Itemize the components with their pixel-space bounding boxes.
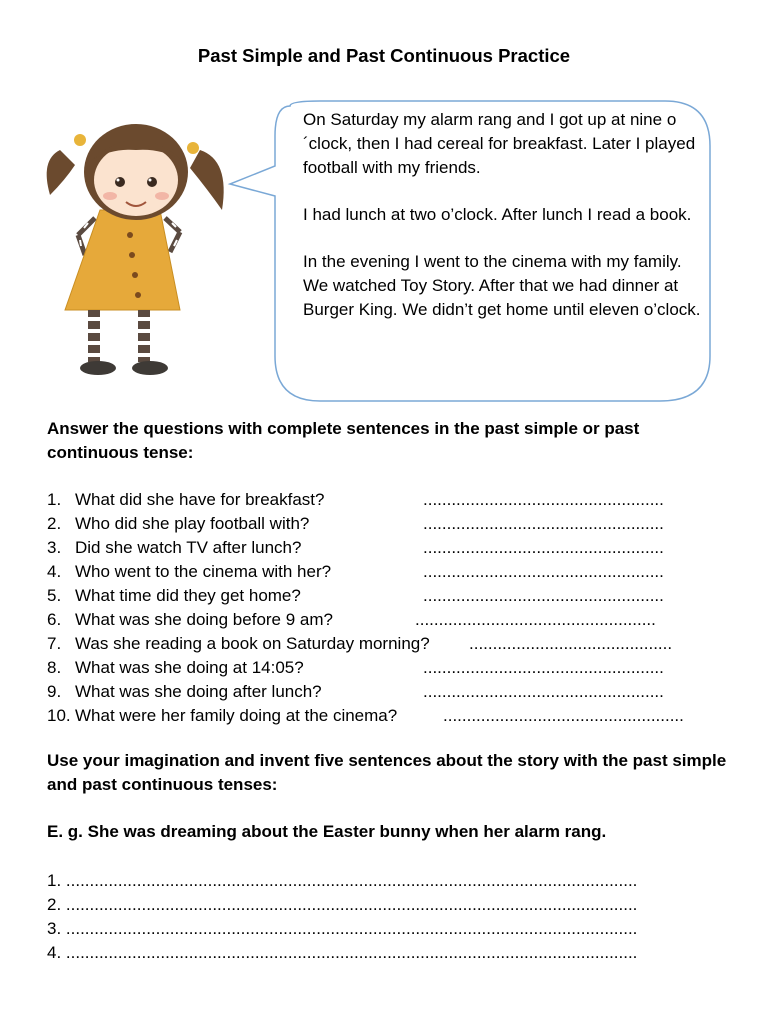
question-text: Was she reading a book on Saturday morning?: [75, 634, 430, 653]
example-sentence: E. g. She was dreaming about the Easter bunny when her alarm rang.: [47, 822, 607, 841]
answer-line[interactable]: ...................................................: [423, 514, 664, 533]
story-paragraph: In the evening I went to the cinema with my family. We watched Toy Story. After that we had dinner at Burger King. We didn’t get home until eleven o’clock.: [303, 252, 701, 319]
worksheet-title: Past Simple and Past Continuous Practice: [197, 45, 571, 66]
sentence-line[interactable]: 4. .........................................................................................................................: [47, 943, 638, 962]
question-number: 4.: [47, 562, 62, 581]
question-item: [47, 656, 727, 680]
story-paragraph: On Saturday my alarm rang and I got up at nine o´clock, then I had cereal for breakfast. Later I played football with my friends.: [303, 110, 696, 177]
answer-line[interactable]: ...................................................: [423, 562, 664, 581]
question-number: 8.: [47, 658, 62, 677]
question-text: What time did they get home?: [75, 586, 301, 605]
answer-line[interactable]: ...................................................: [423, 538, 664, 557]
question-item: [47, 512, 727, 536]
question-number: 2.: [47, 514, 62, 533]
question-number: 1.: [47, 490, 62, 509]
question-number: 10.: [47, 706, 71, 725]
question-list: [47, 488, 727, 728]
story-text: [303, 108, 703, 345]
question-text: What was she doing at 14:05?: [75, 658, 304, 677]
question-text: What did she have for breakfast?: [75, 490, 325, 509]
question-text: Did she watch TV after lunch?: [75, 538, 302, 557]
answer-line[interactable]: ...................................................: [423, 682, 664, 701]
sentence-lines: [47, 869, 717, 965]
question-item: [47, 680, 727, 704]
answer-line[interactable]: ...................................................: [415, 610, 656, 629]
question-item: [47, 632, 727, 656]
question-number: 3.: [47, 538, 62, 557]
question-text: Who went to the cinema with her?: [75, 562, 332, 581]
sentence-line[interactable]: 3. .........................................................................................................................: [47, 919, 638, 938]
question-item: [47, 536, 727, 560]
question-item: [47, 704, 727, 728]
question-number: 6.: [47, 610, 62, 629]
answer-line[interactable]: ...................................................: [423, 658, 664, 677]
answer-line[interactable]: ...................................................: [423, 490, 664, 509]
sentence-line[interactable]: 2. .........................................................................................................................: [47, 895, 638, 914]
question-item: [47, 488, 727, 512]
question-number: 9.: [47, 682, 62, 701]
question-text: What were her family doing at the cinema?: [75, 706, 398, 725]
question-text: What was she doing after lunch?: [75, 682, 322, 701]
question-number: 5.: [47, 586, 62, 605]
question-text: What was she doing before 9 am?: [75, 610, 333, 629]
sentence-line[interactable]: 1. .........................................................................................................................: [47, 871, 638, 890]
section2-instruction: Use your imagination and invent five sentences about the story with the past simple and past continuous tenses:: [47, 751, 727, 794]
section1-instruction: Answer the questions with complete sentences in the past simple or past continuous tense:: [47, 419, 640, 462]
answer-line[interactable]: ...........................................: [469, 634, 673, 653]
answer-line[interactable]: ...................................................: [443, 706, 684, 725]
question-item: [47, 560, 727, 584]
girl-illustration: [40, 110, 240, 390]
story-paragraph: I had lunch at two o’clock. After lunch I read a book.: [303, 205, 692, 224]
question-item: [47, 608, 727, 632]
question-number: 7.: [47, 634, 62, 653]
question-text: Who did she play football with?: [75, 514, 310, 533]
question-item: [47, 584, 727, 608]
answer-line[interactable]: ...................................................: [423, 586, 664, 605]
